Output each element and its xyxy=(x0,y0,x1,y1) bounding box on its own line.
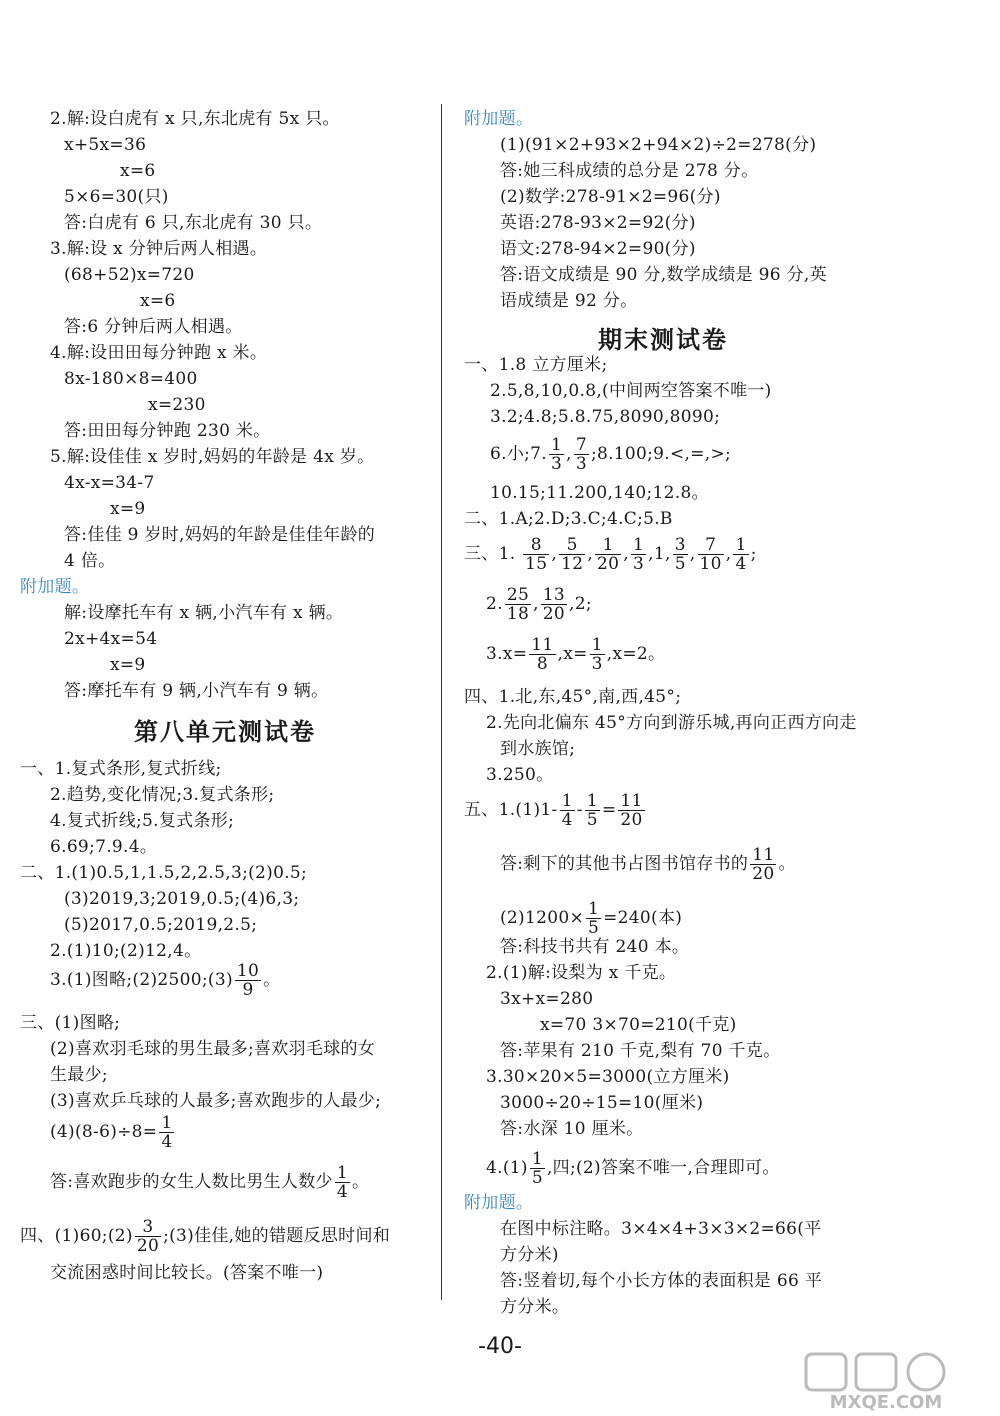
answer-text: ,四;(2)答案不唯一,合理即可。 xyxy=(546,1158,780,1178)
separator: , xyxy=(587,544,594,564)
section-1-line: 一、1.复式条形,复式折线; xyxy=(20,759,222,779)
denominator: 5 xyxy=(586,810,598,830)
answer-line-fraction xyxy=(50,962,280,999)
equation: x=70 3×70=210(千克) xyxy=(540,1015,737,1035)
answer-text: 3.(1)图略;(2)2500;(3) xyxy=(50,970,233,990)
answer-line: 在图中标注略。3×4×4+3×3×2=66(平 xyxy=(500,1219,822,1239)
fraction xyxy=(631,536,646,573)
answer-line: 方分米。 xyxy=(500,1297,570,1317)
answer-text: 三、1. xyxy=(464,544,516,564)
fraction xyxy=(235,962,261,999)
fraction xyxy=(585,792,600,829)
fraction: 1 xyxy=(653,544,665,564)
denominator: 12 xyxy=(561,554,584,574)
section-2-line: 二、1.A;2.D;3.C;4.C;5.B xyxy=(464,509,673,529)
numerator: 1 xyxy=(591,635,603,655)
answer-line: 答:科技书共有 240 本。 xyxy=(500,937,690,957)
answer-text: (4)(8-6)÷8= xyxy=(50,1122,158,1142)
answer-line: 答:水深 10 厘米。 xyxy=(500,1119,644,1139)
equation: 8x-180×8=400 xyxy=(64,369,198,389)
watermark-text: MXQE.COM xyxy=(829,1392,943,1412)
answer-line: 答:她三科成绩的总分是 278 分。 xyxy=(500,161,759,181)
problem-5-line: 5.解:设佳佳 x 岁时,妈妈的年龄是 4x 岁。 xyxy=(50,447,375,467)
answer-line: 英语:278-93×2=92(分) xyxy=(500,213,696,233)
equation: x=9 xyxy=(110,655,146,675)
bonus-heading: 附加题。 xyxy=(464,1193,534,1213)
answer-line: 答:6 分钟后两人相遇。 xyxy=(64,317,243,337)
answer-line: 答:语文成绩是 90 分,数学成绩是 96 分,英 xyxy=(500,265,827,285)
answer-line-fraction xyxy=(500,900,682,937)
fraction xyxy=(549,436,564,473)
answer-line: 2.(1)解:设梨为 x 千克。 xyxy=(486,963,677,983)
fraction xyxy=(159,1114,174,1151)
fraction xyxy=(698,536,724,573)
answer-text: = xyxy=(601,800,617,820)
answer-text: 四、(1)60;(2) xyxy=(20,1226,133,1246)
numerator: 1 xyxy=(588,899,600,919)
equation: 3000÷20÷15=10(厘米) xyxy=(500,1093,704,1113)
fraction xyxy=(530,1150,545,1187)
fraction xyxy=(673,536,688,573)
answer-text: =240(本) xyxy=(603,908,683,928)
answer-line-fraction xyxy=(50,1114,176,1151)
numerator: 11 xyxy=(531,635,554,655)
answer-text: ,x=2。 xyxy=(606,644,666,664)
fraction xyxy=(574,436,589,473)
bonus-line: 解:设摩托车有 x 辆,小汽车有 x 辆。 xyxy=(64,603,344,623)
answer-text: 答:剩下的其他书占图书馆存书的 xyxy=(500,854,749,874)
answer-line: (2)喜欢羽毛球的男生最多;喜欢羽毛球的女 xyxy=(50,1039,376,1059)
answer-line: 答:摩托车有 9 辆,小汽车有 9 辆。 xyxy=(64,681,329,701)
answer-line: 方分米) xyxy=(500,1245,559,1265)
numerator: 1 xyxy=(336,1163,348,1183)
numerator: 5 xyxy=(559,536,585,555)
bonus-heading: 附加题。 xyxy=(20,577,90,597)
denominator: 20 xyxy=(597,554,620,574)
denominator: 5 xyxy=(531,1168,543,1188)
watermark-logo xyxy=(786,1352,986,1412)
fraction xyxy=(541,586,567,623)
fraction xyxy=(590,636,605,673)
answer-text: - xyxy=(576,800,583,820)
equation: x=6 xyxy=(140,291,176,311)
numerator: 1 xyxy=(561,791,573,811)
equation: x=6 xyxy=(120,161,156,181)
numerator: 25 xyxy=(506,585,530,605)
answer-line: (3)2019,3;2019,0.5;(4)6,3; xyxy=(64,889,300,909)
numerator: 1 xyxy=(595,536,621,555)
separator: ; xyxy=(750,544,757,564)
answer-line-fraction xyxy=(500,846,796,883)
numerator: 7 xyxy=(575,435,587,455)
answer-text: ,2; xyxy=(569,594,592,614)
equation: 4x-x=34-7 xyxy=(64,473,155,493)
denominator: 8 xyxy=(536,654,548,674)
answer-line: (5)2017,0.5;2019,2.5; xyxy=(64,915,258,935)
answer-line: 2.趋势,变化情况;3.复式条形; xyxy=(50,785,275,805)
denominator: 5 xyxy=(588,918,600,938)
denominator: 3 xyxy=(575,454,587,474)
problem-2-line: 2.解:设白虎有 x 只,东北虎有 5x 只。 xyxy=(50,109,340,129)
section-5-line xyxy=(464,792,647,829)
equation: 3x+x=280 xyxy=(500,989,594,1009)
fraction xyxy=(733,536,748,573)
denominator: 15 xyxy=(525,554,548,574)
fraction xyxy=(505,586,531,623)
answer-line: 2.(1)10;(2)12,4。 xyxy=(50,941,202,961)
denominator: 5 xyxy=(674,554,686,574)
denominator: 4 xyxy=(336,1182,348,1202)
equation: x=9 xyxy=(110,499,146,519)
fraction xyxy=(135,1218,161,1255)
page-number: -40- xyxy=(478,1334,522,1359)
answer-line: 2.先向北偏东 45°方向到游乐城,再向正西方向走 xyxy=(486,713,857,733)
equation: x=230 xyxy=(148,395,206,415)
denominator: 4 xyxy=(161,1132,173,1152)
answer-line: 交流困惑时间比较长。(答案不唯一) xyxy=(50,1263,324,1283)
answer-line: 2.5,8,10,0.8,(中间两空答案不唯一) xyxy=(490,381,772,401)
separator: , xyxy=(689,544,696,564)
answer-line-fraction: 6.小;7. $\frac{1}{3}$ , $\frac{7}{3}$ ;8.100;9.<,=,>; xyxy=(490,435,732,474)
answer-text: ;(3)佳佳,她的错题反思时间和 xyxy=(163,1226,391,1246)
bonus-heading: 附加题。 xyxy=(464,109,534,129)
answer-text: 答:喜欢跑步的女生人数比男生人数少 xyxy=(50,1172,333,1192)
answer-line: 答:苹果有 210 千克,梨有 70 千克。 xyxy=(500,1041,781,1061)
answer-text: 。 xyxy=(263,970,281,990)
answer-line: 语文:278-94×2=90(分) xyxy=(500,239,696,259)
answer-line: 3.2;4.8;5.8.75,8090,8090; xyxy=(490,407,721,427)
denominator: 3 xyxy=(633,554,645,574)
column-divider xyxy=(441,104,442,1300)
problem-4-line: 4.解:设田田每分钟跑 x 米。 xyxy=(50,343,268,363)
section-2-line: 二、1.(1)0.5,1,1.5,2,2.5,3;(2)0.5; xyxy=(20,863,308,883)
denominator: 4 xyxy=(735,554,747,574)
answer-text: 2. xyxy=(486,594,503,614)
problem-3-line: 3.解:设 x 分钟后两人相遇。 xyxy=(50,239,268,259)
answer-text: ,x= xyxy=(557,644,588,664)
equation: 2x+4x=54 xyxy=(64,629,158,649)
numerator: 11 xyxy=(752,845,775,865)
answer-text: 五、1.(1)1- xyxy=(464,800,558,820)
answer-line: 答:田田每分钟跑 230 米。 xyxy=(64,421,271,441)
answer-line: (1)(91×2+93×2+94×2)÷2=278(分) xyxy=(500,135,817,155)
answer-line: (2)数学:278-91×2=96(分) xyxy=(500,187,721,207)
fraction xyxy=(335,1164,350,1201)
answer-line: 答:白虎有 6 只,东北虎有 30 只。 xyxy=(64,213,323,233)
denominator: 10 xyxy=(699,554,722,574)
answer-line-fraction xyxy=(50,1164,369,1201)
denominator: 3 xyxy=(591,654,603,674)
equation: 5×6=30(只) xyxy=(64,187,169,207)
answer-line-fraction xyxy=(486,1150,780,1187)
section-3-line xyxy=(464,536,757,573)
denominator: 20 xyxy=(136,1236,160,1256)
numerator: 1 xyxy=(550,435,563,455)
answer-line: 4 倍。 xyxy=(64,551,116,571)
denominator: 3 xyxy=(550,454,563,474)
fraction xyxy=(595,536,621,573)
answer-line: (3)喜欢乒乓球的人最多;喜欢跑步的人最少; xyxy=(50,1091,382,1111)
answer-text: (2)1200× xyxy=(500,908,584,928)
answer-line-fraction: 2. $\frac{25}{18}$ , $\frac{13}{20}$ ,2; xyxy=(486,585,592,624)
numerator: 1 xyxy=(633,535,645,555)
answer-text: ;8.100;9.<,=,>; xyxy=(590,444,732,464)
denominator: 4 xyxy=(561,810,573,830)
answer-line: 生最少; xyxy=(50,1065,108,1085)
separator: , xyxy=(623,544,629,564)
fraction xyxy=(529,636,555,673)
fraction xyxy=(523,536,549,573)
final-exam-title: 期末测试卷 xyxy=(598,326,728,354)
separator: , xyxy=(551,544,558,564)
section-3-line: 三、(1)图略; xyxy=(20,1013,121,1033)
numerator: 3 xyxy=(674,535,686,555)
answer-line: 3.30×20×5=3000(立方厘米) xyxy=(486,1067,730,1087)
answer-line: 6.69;7.9.4。 xyxy=(50,837,158,857)
section-4-line xyxy=(20,1218,390,1255)
numerator: 11 xyxy=(620,791,643,811)
answer-text: 4.(1) xyxy=(486,1158,528,1178)
denominator: 20 xyxy=(620,810,643,830)
answer-line: 语成绩是 92 分。 xyxy=(500,291,638,311)
denominator: 20 xyxy=(542,604,566,624)
separator: , xyxy=(725,544,732,564)
unit-8-title: 第八单元测试卷 xyxy=(134,718,316,746)
fraction xyxy=(559,536,585,573)
numerator: 1 xyxy=(586,791,598,811)
separator: , xyxy=(648,544,654,564)
section-4-line: 四、1.北,东,45°,南,西,45°; xyxy=(464,687,682,707)
denominator: 9 xyxy=(242,980,254,1000)
fraction xyxy=(560,792,575,829)
section-1-line: 一、1.8 立方厘米; xyxy=(464,355,608,375)
equation: (68+52)x=720 xyxy=(64,265,195,285)
answer-line: 到水族馆; xyxy=(500,739,576,759)
numerator: 1 xyxy=(735,535,747,555)
answer-line-fraction xyxy=(486,636,665,673)
fraction xyxy=(586,900,601,937)
answer-text: 3.x= xyxy=(486,644,528,664)
numerator: 3 xyxy=(135,1218,161,1237)
answer-line: 3.250。 xyxy=(486,765,554,785)
numerator: 8 xyxy=(523,536,549,555)
numerator: 1 xyxy=(531,1149,543,1169)
numerator: 1 xyxy=(161,1113,173,1133)
denominator: 20 xyxy=(752,864,775,884)
answer-text: 。 xyxy=(778,854,796,874)
answer-text: 6.小;7. xyxy=(490,444,547,464)
numerator: 10 xyxy=(236,961,260,981)
answer-text: 。 xyxy=(351,1172,370,1192)
numerator: 7 xyxy=(698,536,724,555)
separator: , xyxy=(664,544,671,564)
answer-line: 4.复式折线;5.复式条形; xyxy=(50,811,235,831)
equation: x+5x=36 xyxy=(64,135,147,155)
answer-line: 10.15;11.200,140;12.8。 xyxy=(490,483,709,503)
numerator: 13 xyxy=(542,585,566,605)
answer-line: 答:佳佳 9 岁时,妈妈的年龄是佳佳年龄的 xyxy=(64,525,376,545)
fraction xyxy=(618,792,644,829)
denominator: 18 xyxy=(506,604,530,624)
fraction xyxy=(750,846,776,883)
answer-line: 答:竖着切,每个小长方体的表面积是 66 平 xyxy=(500,1271,823,1291)
